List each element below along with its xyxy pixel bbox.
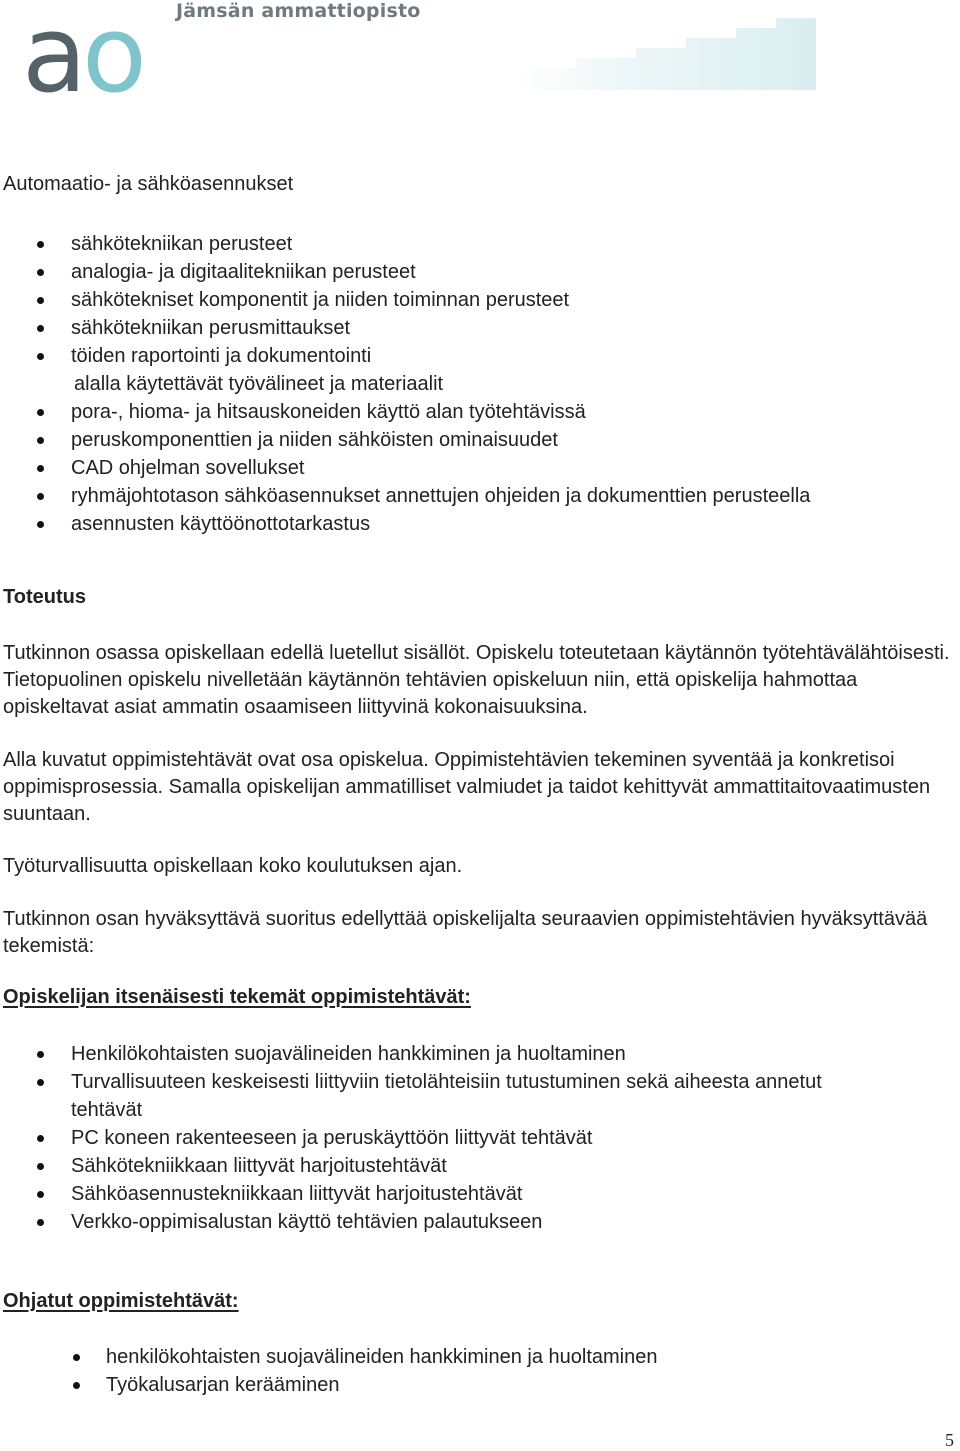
logo-letter-o: o	[82, 0, 147, 116]
bullet-icon	[73, 1382, 80, 1389]
toteutus-paragraph-1: Tutkinnon osassa opiskellaan edellä luetellut sisällöt. Opiskelu toteutetaan käytännön työtehtävälähtöisesti. Tietopuolinen opiskelu nivelletään käytännön tehtävien opiskeluun niin, että opiskelija hahmottaa opiskeltavat asiat ammatin osaamiseen liittyvinä kokonaisuuksina.	[3, 642, 950, 718]
bullet-icon	[37, 297, 44, 304]
bullet-icon	[37, 241, 44, 248]
bullet-icon	[37, 493, 44, 500]
bullet-icon	[37, 1135, 44, 1142]
section-title-toteutus: Toteutus	[3, 586, 86, 608]
page-header	[0, 0, 960, 116]
bullet-icon	[37, 521, 44, 528]
section-title-guided-tasks: Ohjatut oppimistehtävät:	[3, 1290, 239, 1312]
bullet-icon	[37, 1051, 44, 1058]
toteutus-paragraph-4: Tutkinnon osan hyväksyttävä suoritus edellyttää opiskelijalta seuraavien oppimistehtävien hyväksyttävää tekemistä:	[3, 908, 928, 957]
section-title-automation: Automaatio- ja sähköasennukset	[3, 173, 294, 195]
page-number: 5	[945, 1430, 954, 1450]
bullet-icon	[37, 437, 44, 444]
bullet-icon	[37, 325, 44, 332]
bullet-icon	[37, 465, 44, 472]
bullet-icon	[37, 269, 44, 276]
section-title-independent-tasks: Opiskelijan itsenäisesti tekemät oppimistehtävät:	[3, 986, 471, 1008]
stairs-decoration-icon	[516, 18, 816, 90]
toteutus-paragraph-2: Alla kuvatut oppimistehtävät ovat osa opiskelua. Oppimistehtävien tekeminen syventää ja konkretisoi oppimisprosessia. Samalla opiskelijan ammatilliset valmiudet ja taidot kehittyvät ammattitaitovaatimusten suuntaan.	[3, 749, 931, 825]
bullet-icon	[37, 1219, 44, 1226]
logo-letter-a: a	[22, 0, 83, 116]
bullet-icon	[37, 1191, 44, 1198]
toteutus-paragraph-3: Työturvallisuutta opiskellaan koko koulutuksen ajan.	[3, 855, 463, 877]
bullet-icon	[37, 353, 44, 360]
bullet-icon	[37, 1163, 44, 1170]
school-name: Jämsän ammattiopisto	[176, 0, 421, 22]
bullet-icon	[37, 1079, 44, 1086]
bullet-icon	[73, 1354, 80, 1361]
bullet-icon	[37, 409, 44, 416]
